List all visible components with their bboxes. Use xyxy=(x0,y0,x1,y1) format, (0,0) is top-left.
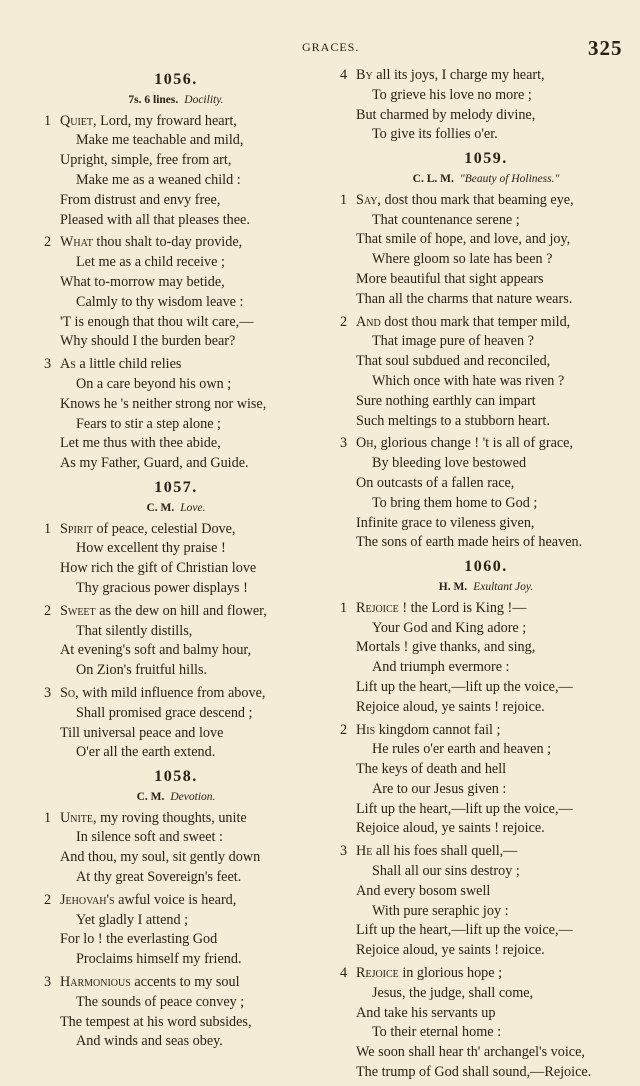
hymn-line: Let me as a child receive ; xyxy=(76,254,225,271)
stanza xyxy=(44,973,308,1052)
hymn-line xyxy=(44,891,308,911)
hymn-line: And triumph evermore : xyxy=(372,659,510,676)
stanza-number: 1 xyxy=(44,809,52,826)
hymn-line xyxy=(44,809,308,829)
line-text: As a little child relies xyxy=(60,356,182,373)
hymn-line: Mortals ! give thanks, and sing, xyxy=(356,639,536,656)
stanza-number: 2 xyxy=(44,234,52,251)
hymn-line: The sounds of peace convey ; xyxy=(76,993,245,1010)
hymn-line xyxy=(44,355,308,375)
line-text: Spirit of peace, celestial Dove, xyxy=(60,520,236,537)
hymn-line xyxy=(340,66,632,86)
hymn-meter-tune xyxy=(44,788,308,808)
line-text: Oh, glorious change ! 't is all of grace, xyxy=(356,435,574,452)
stanza xyxy=(44,112,308,231)
stanza xyxy=(44,602,308,681)
hymn-line: Where gloom so late has been ? xyxy=(372,251,553,268)
hymn-line: That soul subdued and reconciled, xyxy=(356,353,551,370)
hymn-number: 1060. xyxy=(464,558,508,576)
stanza xyxy=(44,684,308,763)
stanza xyxy=(340,434,632,553)
hymn-line: Infinite grace to vileness given, xyxy=(356,514,535,531)
line-text: Sweet as the dew on hill and flower, xyxy=(60,602,267,619)
hymn-meter-tune xyxy=(44,499,308,519)
hymn xyxy=(340,66,632,145)
line-text: By all its joys, I charge my heart, xyxy=(356,67,545,83)
hymn-line: Rejoice aloud, ye saints ! rejoice. xyxy=(356,820,545,837)
hymn-line: And winds and seas obey. xyxy=(76,1033,223,1050)
hymn-line: For lo ! the everlasting God xyxy=(60,931,218,948)
hymn xyxy=(44,70,308,474)
hymn-line: The trump of God shall sound,—Rejoice. xyxy=(356,1064,592,1081)
hymn-line: And thou, my soul, sit gently down xyxy=(60,849,261,866)
hymn-number: 1058. xyxy=(154,768,198,786)
hymn-line: That image pure of heaven ? xyxy=(372,333,534,350)
stanza-number: 2 xyxy=(44,602,52,619)
hymn-line: The sons of earth made heirs of heaven. xyxy=(356,534,583,551)
stanza xyxy=(340,842,632,961)
hymn-line: To grieve his love no more ; xyxy=(372,86,532,103)
hymn-number: 1057. xyxy=(154,478,198,496)
hymn-line: Upright, simple, free from art, xyxy=(60,152,232,169)
hymn-line xyxy=(340,313,632,333)
hymn-meter: H. M. xyxy=(438,580,468,593)
hymn-meter-tune xyxy=(340,170,632,190)
stanza xyxy=(44,355,308,474)
hymn-line: Your God and King adore ; xyxy=(372,619,527,636)
page-header xyxy=(0,36,640,66)
hymn-line xyxy=(44,684,308,704)
stanza-number: 1 xyxy=(340,191,348,208)
hymn-line: Let me thus with thee abide, xyxy=(60,435,221,452)
line-text: Rejoice ! the Lord is King !— xyxy=(356,599,527,616)
hymn-line: To their eternal home : xyxy=(372,1024,502,1041)
hymn-line: Knows he 's neither strong nor wise, xyxy=(60,395,267,412)
hymn-line: 'T is enough that thou wilt care,— xyxy=(60,313,254,330)
hymn-line xyxy=(44,233,308,253)
hymn-line: O'er all the earth extend. xyxy=(76,744,216,761)
hymn-line: Are to our Jesus given : xyxy=(372,780,507,797)
hymn-line: Yet gladly I attend ; xyxy=(76,911,189,928)
hymn-line: On a care beyond his own ; xyxy=(76,375,232,392)
hymn-line xyxy=(44,602,308,622)
stanza-number: 2 xyxy=(44,891,52,908)
hymn-line: How excellent thy praise ! xyxy=(76,540,226,557)
stanza xyxy=(340,599,632,718)
hymn-line: Make me teachable and mild, xyxy=(76,132,244,149)
hymn-meter: 7s. 6 lines. xyxy=(128,93,179,106)
hymn-line: The keys of death and hell xyxy=(356,761,507,778)
hymn-line: Lift up the heart,—lift up the voice,— xyxy=(356,678,573,695)
hymn-line xyxy=(44,520,308,540)
hymn xyxy=(44,478,308,763)
stanza-number: 4 xyxy=(340,965,348,982)
hymn-tune: Devotion. xyxy=(170,790,216,803)
hymn-line xyxy=(340,599,632,619)
running-title: GRACES. xyxy=(302,40,360,54)
stanza-number: 3 xyxy=(340,435,348,452)
hymn-line: To give its follies o'er. xyxy=(372,126,498,143)
hymn-meter-tune xyxy=(44,91,308,111)
hymn-line: Such meltings to a stubborn heart. xyxy=(356,412,550,429)
stanza-number: 1 xyxy=(340,599,348,616)
hymn xyxy=(340,557,632,1083)
hymn-line: To bring them home to God ; xyxy=(372,494,538,511)
right-column xyxy=(340,66,632,1086)
page-number: 325 xyxy=(588,36,623,60)
hymn-line: The tempest at his word subsides, xyxy=(60,1013,252,1030)
hymn-line: By bleeding love bestowed xyxy=(372,455,527,472)
hymn-line: That smile of hope, and love, and joy, xyxy=(356,231,571,248)
hymn-line: We soon shall hear th' archangel's voice, xyxy=(356,1044,585,1061)
stanza-number: 3 xyxy=(340,843,348,860)
hymn-line: Than all the charms that nature wears. xyxy=(356,290,573,307)
hymn-meter: C. M. xyxy=(136,790,165,803)
line-text: Quiet, Lord, my froward heart, xyxy=(60,112,237,129)
hymn-line: Pleased with all that pleases thee. xyxy=(60,211,250,228)
stanza-number: 3 xyxy=(44,684,52,701)
hymn-line: And take his servants up xyxy=(356,1004,496,1021)
hymn-number: 1056. xyxy=(154,71,198,88)
hymn-tune: "Beauty of Holiness." xyxy=(459,172,560,185)
stanza-number: 3 xyxy=(44,356,52,373)
hymn-line: Which once with hate was riven ? xyxy=(372,372,565,389)
line-text: Jehovah's awful voice is heard, xyxy=(60,891,237,908)
hymn-line: Rejoice aloud, ye saints ! rejoice. xyxy=(356,942,545,959)
hymn-line xyxy=(340,434,632,454)
hymn-line: That silently distills, xyxy=(76,622,193,639)
hymn-line: Jesus, the judge, shall come, xyxy=(372,984,534,1001)
stanza xyxy=(44,233,308,352)
line-text: Harmonious accents to my soul xyxy=(60,974,240,991)
hymn-meter: C. M. xyxy=(146,501,175,514)
line-text: Unite, my roving thoughts, unite xyxy=(60,809,247,826)
line-text: His kingdom cannot fail ; xyxy=(356,721,501,738)
hymn-line: With pure seraphic joy : xyxy=(372,902,509,919)
stanza xyxy=(340,191,632,310)
hymn-line: Rejoice aloud, ye saints ! rejoice. xyxy=(356,698,545,715)
hymn-line: At evening's soft and balmy hour, xyxy=(60,642,252,659)
stanza-number: 3 xyxy=(44,974,52,991)
hymn xyxy=(44,767,308,1052)
hymn xyxy=(340,149,632,553)
stanza xyxy=(44,809,308,888)
hymn-line: As my Father, Guard, and Guide. xyxy=(60,455,249,472)
stanza-number: 2 xyxy=(340,721,348,738)
stanza xyxy=(340,66,632,145)
hymn-line: Sure nothing earthly can impart xyxy=(356,392,536,409)
hymn-line xyxy=(44,112,308,132)
hymn-line: That countenance serene ; xyxy=(372,211,520,228)
hymn-line: He rules o'er earth and heaven ; xyxy=(372,741,552,758)
line-text: He all his foes shall quell,— xyxy=(356,843,518,860)
line-text: So, with mild influence from above, xyxy=(60,684,266,701)
hymn-line: From distrust and envy free, xyxy=(60,191,221,208)
hymn-line: Calmly to thy wisdom leave : xyxy=(76,293,244,310)
hymn-line: On Zion's fruitful hills. xyxy=(76,662,208,679)
hymn-tune: Love. xyxy=(180,501,206,514)
line-text: Rejoice in glorious hope ; xyxy=(356,965,503,982)
hymn-line: Shall promised grace descend ; xyxy=(76,704,253,721)
hymn-number: 1059. xyxy=(464,150,508,168)
hymn-meter: C. L. M. xyxy=(412,172,454,185)
hymn-line: Till universal peace and love xyxy=(60,724,224,741)
stanza-number: 4 xyxy=(340,67,348,83)
hymn-line: Proclaims himself my friend. xyxy=(76,951,242,968)
hymn-line: How rich the gift of Christian love xyxy=(60,560,257,577)
hymn-line: More beautiful that sight appears xyxy=(356,270,544,287)
hymn-tune: Exultant Joy. xyxy=(473,580,534,593)
stanza xyxy=(340,964,632,1083)
hymn-line: But charmed by melody divine, xyxy=(356,106,536,123)
hymn-line xyxy=(340,842,632,862)
hymn-line: Lift up the heart,—lift up the voice,— xyxy=(356,800,573,817)
hymn-line xyxy=(340,721,632,741)
stanza xyxy=(340,313,632,432)
stanza xyxy=(44,891,308,970)
line-text: Say, dost thou mark that beaming eye, xyxy=(356,191,574,208)
line-text: And dost thou mark that temper mild, xyxy=(356,313,571,330)
hymn-tune: Docility. xyxy=(184,93,224,106)
hymn-line: On outcasts of a fallen race, xyxy=(356,474,515,491)
stanza xyxy=(340,721,632,840)
hymn-line xyxy=(340,191,632,211)
stanza-number: 2 xyxy=(340,313,348,330)
hymn-line: Make me as a weaned child : xyxy=(76,171,241,188)
hymn-line: And every bosom swell xyxy=(356,882,491,899)
hymn-line xyxy=(340,964,632,984)
hymn-line: Fears to stir a step alone ; xyxy=(76,415,221,432)
hymn-line: Thy gracious power displays ! xyxy=(76,579,248,596)
hymn-line: Lift up the heart,—lift up the voice,— xyxy=(356,922,573,939)
stanza xyxy=(44,520,308,599)
hymn-line: In silence soft and sweet : xyxy=(76,829,223,846)
hymn-line: Shall all our sins destroy ; xyxy=(372,863,520,880)
hymn-line: What to-morrow may betide, xyxy=(60,273,225,290)
hymn-line: At thy great Sovereign's feet. xyxy=(76,869,242,886)
hymn-meter-tune xyxy=(340,578,632,598)
hymn-line: Why should I the burden bear? xyxy=(60,333,236,350)
left-column xyxy=(44,66,308,1055)
stanza-number: 1 xyxy=(44,520,52,537)
line-text: What thou shalt to-day provide, xyxy=(60,234,243,251)
hymn-line xyxy=(44,973,308,993)
stanza-number: 1 xyxy=(44,112,52,129)
